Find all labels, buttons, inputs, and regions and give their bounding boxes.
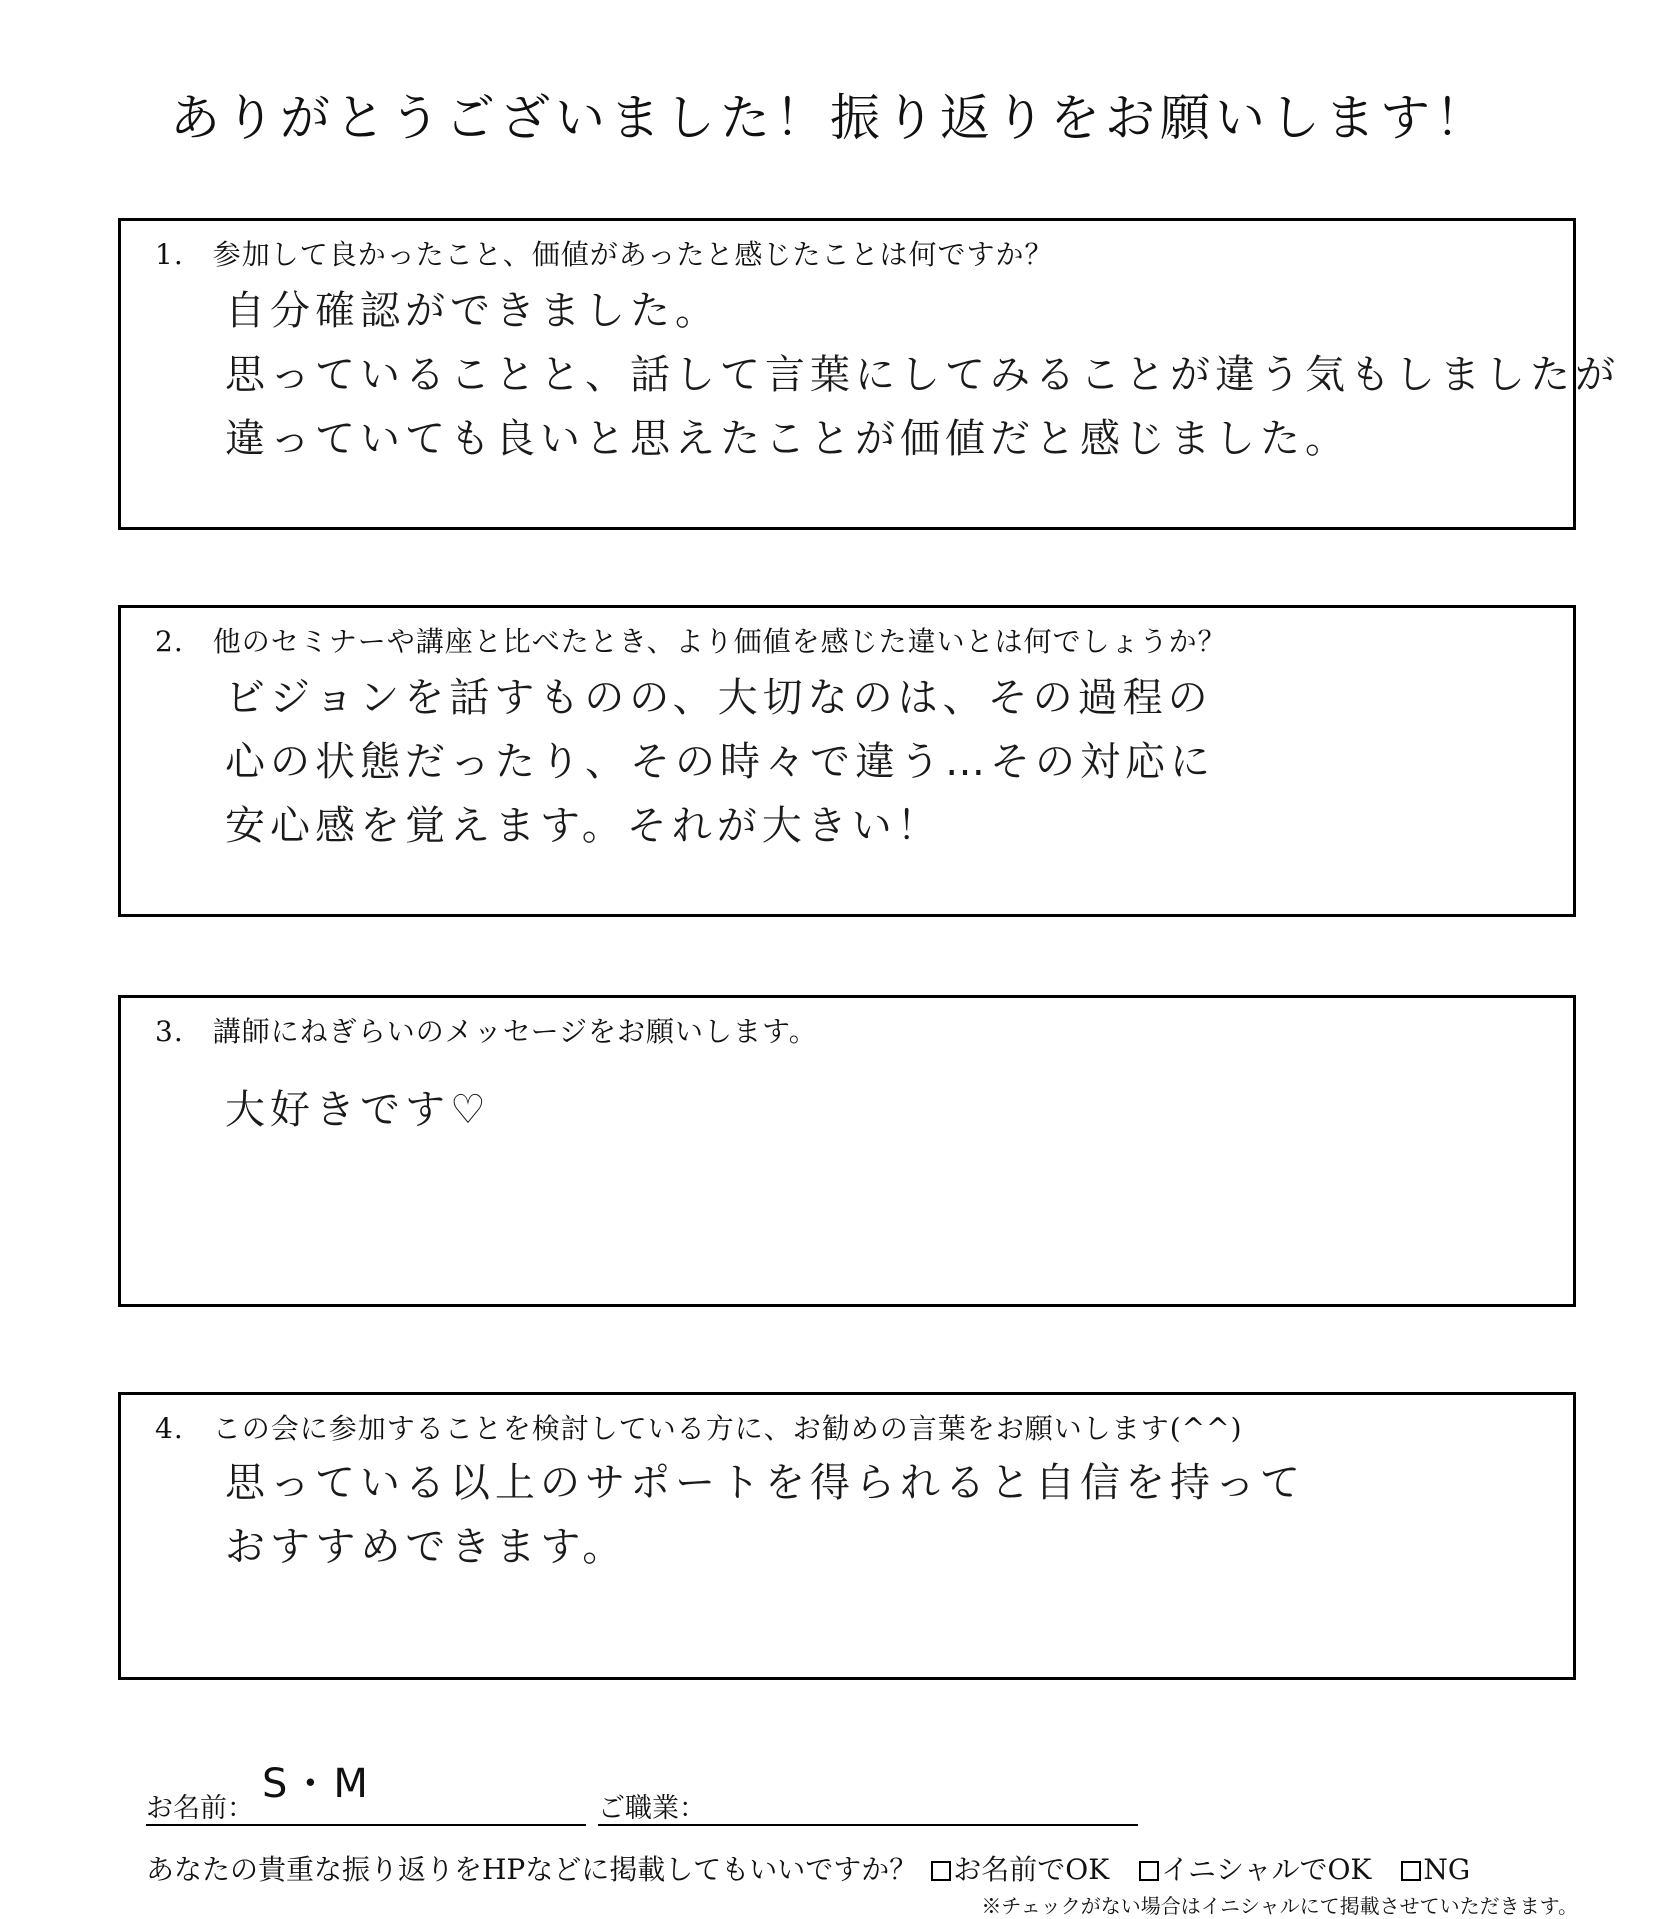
- option-initial-ok[interactable]: [1139, 1853, 1371, 1886]
- permission-row: [146, 1848, 1470, 1888]
- answer-line: 自分確認ができました。: [225, 288, 720, 334]
- option-label: NG: [1423, 1853, 1471, 1886]
- answer-line: 心の状態だったり、その時々で違う…その対応に: [225, 739, 1215, 785]
- option-label: お名前でOK: [953, 1853, 1110, 1886]
- question-box-1: [118, 218, 1620, 530]
- answer-line: 思っている以上のサポートを得られると自信を持って: [225, 1460, 1305, 1506]
- answer-line: ビジョンを話すものの、大切なのは、その過程の: [225, 675, 1213, 721]
- answer-line: 違っていても良いと思えたことが価値だと感じました。: [225, 416, 1350, 462]
- answer-line: 安心感を覚えます。それが大きい！: [225, 803, 942, 849]
- option-label: イニシャルでOK: [1161, 1853, 1372, 1886]
- name-value: S・M: [262, 1761, 371, 1807]
- answer-line: 大好きです♡: [225, 1087, 491, 1133]
- option-ng[interactable]: [1401, 1853, 1470, 1886]
- answer-area-3: [225, 1078, 491, 1142]
- question-box-3: [118, 995, 1576, 1307]
- name-underline: [146, 1824, 586, 1826]
- question-label-2: 2. 他のセミナーや講座と比べたとき、より価値を感じた違いとは何でしょうか？: [155, 625, 1227, 658]
- answer-area-4: [225, 1451, 1305, 1579]
- checkbox-icon[interactable]: [1139, 1861, 1159, 1881]
- question-box-4: [118, 1392, 1576, 1680]
- permission-question: あなたの貴重な振り返りをHPなどに掲載してもいいですか？: [146, 1853, 918, 1886]
- question-label-1: 1. 参加して良かったこと、価値があったと感じたことは何ですか？: [155, 238, 1054, 271]
- question-label-4: 4. この会に参加することを検討している方に、お勧めの言葉をお願いします(^^): [155, 1412, 1243, 1445]
- question-box-2: [118, 605, 1576, 917]
- checkbox-icon[interactable]: [1401, 1861, 1421, 1881]
- occupation-underline: [598, 1824, 1138, 1826]
- question-label-3: 3. 講師にねぎらいのメッセージをお願いします。: [155, 1015, 818, 1048]
- checkbox-icon[interactable]: [931, 1861, 951, 1881]
- answer-area-2: [225, 666, 1215, 858]
- answer-line: おすすめできます。: [225, 1524, 628, 1570]
- option-name-ok[interactable]: [931, 1853, 1109, 1886]
- publication-note: ※チェックがない場合はイニシャルにて掲載させていただきます。: [981, 1894, 1578, 1918]
- occupation-label: ご職業：: [598, 1793, 706, 1824]
- name-label: お名前：: [146, 1793, 254, 1824]
- answer-line: 思っていることと、話して言葉にしてみることが違う気もしましたが: [225, 352, 1620, 398]
- form-title: ありがとうございました！振り返りをお願いします！: [170, 89, 1490, 147]
- answer-area-1: [225, 279, 1620, 471]
